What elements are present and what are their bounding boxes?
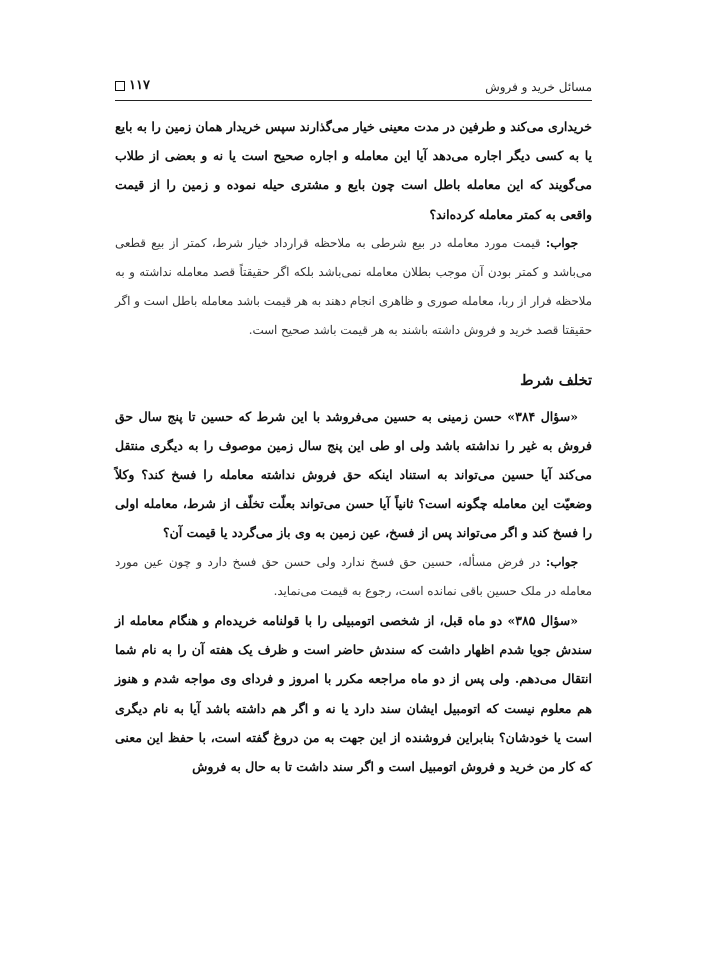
answer-text: در فرض مسأله، حسین حق فسخ ندارد ولی حسن حق فسخ دارد و چون عین مورد معامله در ملک حسین باقی نمانده است، رجوع به قیمت می‌نماید.	[115, 554, 592, 598]
answer-label: جواب:	[545, 554, 578, 569]
answer-paragraph-1	[115, 229, 592, 346]
running-title: مسائل خرید و فروش	[485, 80, 592, 94]
page-number-block	[115, 78, 150, 93]
answer-paragraph-2	[115, 548, 592, 606]
page-header	[115, 76, 592, 101]
answer-label: جواب:	[545, 235, 578, 250]
section-heading: تخلف شرط	[520, 371, 592, 389]
question-text: حسن زمینی به حسین می‌فروشد با این شرط که حسین تا پنج سال حق فروش به غیر را نداشته باشد ولی او طی این پنج سال زمین موصوف را به دیگری منتقل می‌کند آیا حسین می‌تواند به استناد اینکه حق فروش نداشته معامله را فسخ کند؟ وکلاً وضعیّت این معامله چگونه است؟ ثانیاً آیا حسن می‌تواند بعلّت تخلّف از شرط، معامله اولی را فسخ کند و اگر می‌تواند پس از فسخ، عین زمین به وی باز می‌گردد یا قیمت آن؟	[115, 408, 592, 541]
page-number: ۱۱۷	[129, 78, 150, 93]
page-body	[115, 112, 592, 781]
question-number-label: «سؤال ۳۸۵»	[507, 613, 579, 629]
question-385	[115, 606, 592, 781]
answer-text: قیمت مورد معامله در بیع شرطی به ملاحظه قرارداد خیار شرط، کمتر از بیع قطعی می‌باشد و کمتر بودن آن موجب بطلان معامله نمی‌باشد بلکه اگر حقیقتاً قصد معامله نداشته و به ملاحظه فرار از ربا، معامله صوری و ظاهری انجام دهند به هر قیمت باشد معامله باطل است و اگر حقیقتا قصد خرید و فروش داشته باشند به هر قیمت باشد صحیح است.	[115, 235, 592, 338]
question-text: دو ماه قبل، از شخصی اتومبیلی را با قولنامه خریده‌ام و هنگام معامله از سندش جویا شدم اظهار داشت که سندش حاضر است و ظرف یک هفته آن را به نام شما انتقال می‌دهم. ولی پس از دو ماه مراجعه مکرر با امروز و فردای وی مواجه شدم و هنوز هم معلوم نیست که اتومبیل ایشان سند دارد یا نه و اگر هم داشته باشد آیا به نام دیگری است یا خودشان؟ بنابراین فروشنده از این جهت به من دروغ گفته است، با حفظ این معنی که کار من خرید و فروش اتومبیل است و اگر سند داشت تا به حال به فروش	[115, 613, 592, 775]
question-384	[115, 402, 592, 548]
square-bullet-icon	[115, 81, 125, 91]
question-number-label: «سؤال ۳۸۴»	[507, 408, 579, 424]
question-continuation: خریداری می‌کند و طرفین در مدت معینی خیار می‌گذارند سپس خریدار همان زمین را به بایع یا به کسی دیگر اجاره می‌دهد آیا این معامله و اجاره صحیح است یا نه و بعضی از طلاب می‌گویند که این معامله باطل است چون بایع و مشتری حیله نموده و زمین را از قیمت واقعی به کمتر معامله کرده‌اند؟	[115, 119, 592, 222]
